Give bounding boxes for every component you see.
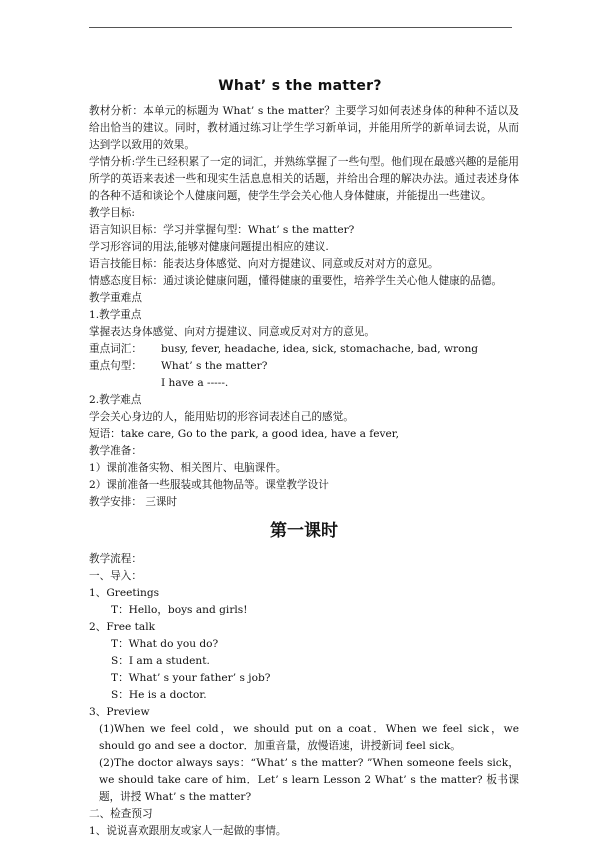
heading-objectives: 教学目标: <box>89 207 135 219</box>
header-rule <box>89 27 512 28</box>
dialogue-line: T：Hello，boys and girls! <box>111 604 248 616</box>
text-preparation-1: 1）课前准备实物、相关图片、电脑课件。 <box>89 462 287 474</box>
value-key-sentence-2: I have a -----. <box>161 377 229 389</box>
preview-item-2: (2)The doctor always says：“What’ s the matter? ”When someone feels sick，we should take care of him．Let’ s learn Lesson 2 What’ s the matter? 板书课题，讲授 What’ s the matter? <box>99 757 519 803</box>
heading-process: 教学流程： <box>89 553 142 565</box>
text-key-points: 掌握表达身体感觉、向对方提建议、同意或反对对方的意见。 <box>89 326 376 338</box>
value-key-vocabulary: busy, fever, headache, idea, sick, stomachache, bad, wrong <box>161 343 479 355</box>
text-schedule: 教学安排： 三课时 <box>89 496 178 508</box>
label-key-sentence: 重点句型： <box>89 360 142 372</box>
dialogue-line: T：What do you do? <box>111 638 219 650</box>
heading-difficult-points: 2.教学难点 <box>89 394 142 406</box>
paragraph-student-analysis: 学情分析:学生已经积累了一定的词汇，并熟练掌握了一些句型。他们现在最感兴趣的是能用所学的英语来表述一些和现实生活息息相关的话题，并给出合理的解决办法。通过表述身体的各种不适和谈论个人健康问题，使学生学会关心他人身体健康，并能提出一些建议。 <box>89 156 519 202</box>
text-emotion-objective: 情感态度目标：通过谈论健康问题，懂得健康的重要性，培养学生关心他人健康的品德。 <box>89 275 503 287</box>
row-key-sentence <box>89 358 519 375</box>
text-adjective-usage: 学习形容词的用法,能够对健康问题提出相应的建议. <box>89 241 329 253</box>
heading-preparation: 教学准备： <box>89 445 142 457</box>
text-difficult-points: 学会关心身边的人，能用贴切的形容词表述自己的感觉。 <box>89 411 354 423</box>
document-body <box>89 103 519 840</box>
document-title: What’ s the matter? <box>218 78 382 94</box>
paragraph-material-analysis: 教材分析：本单元的标题为 What’ s the matter？主要学习如何表述身体的种种不适以及给出恰当的建议。同时，教材通过练习让学生学习新单词，并能用所学的新单词去说，从而达到学以致用的效果。 <box>89 105 519 151</box>
heading-key-points: 1.教学重点 <box>89 309 142 321</box>
dialogue-line: S：He is a doctor. <box>111 689 207 701</box>
heading-intro: 一、导入： <box>89 570 142 582</box>
text-check-preview-1: 1、说说喜欢跟朋友或家人一起做的事情。 <box>89 825 287 837</box>
label-key-vocabulary: 重点词汇： <box>89 343 142 355</box>
heading-check-preview: 二、检查预习 <box>89 808 153 820</box>
dialogue-line: S：I am a student. <box>111 655 210 667</box>
heading-key-difficult: 教学重难点 <box>89 292 142 304</box>
step-preview: 3、Preview <box>89 706 150 718</box>
dialogue-line: T：What’ s your father’ s job? <box>111 672 271 684</box>
value-key-sentence: What’ s the matter? <box>161 360 268 372</box>
step-free-talk: 2、Free talk <box>89 621 156 633</box>
text-preparation-2: 2）课前准备一些服装或其他物品等。课堂教学设计 <box>89 479 329 491</box>
row-key-vocabulary <box>89 341 519 358</box>
preview-item-1: (1)When we feel cold，we should put on a coat．When we feel sick，we should go and see a doctor．加重音量，放慢语速，讲授新词 feel sick。 <box>99 723 519 752</box>
text-skill-objective: 语言技能目标：能表达身体感觉、向对方提建议、同意或反对对方的意见。 <box>89 258 439 270</box>
lesson-heading: 第一课时 <box>270 521 338 541</box>
row-key-sentence-2 <box>89 375 519 392</box>
text-phrases: 短语：take care, Go to the park, a good idea, have a fever, <box>89 428 399 440</box>
step-greetings: 1、Greetings <box>89 587 160 599</box>
text-knowledge-objective: 语言知识目标：学习并掌握句型：What’ s the matter? <box>89 224 355 236</box>
